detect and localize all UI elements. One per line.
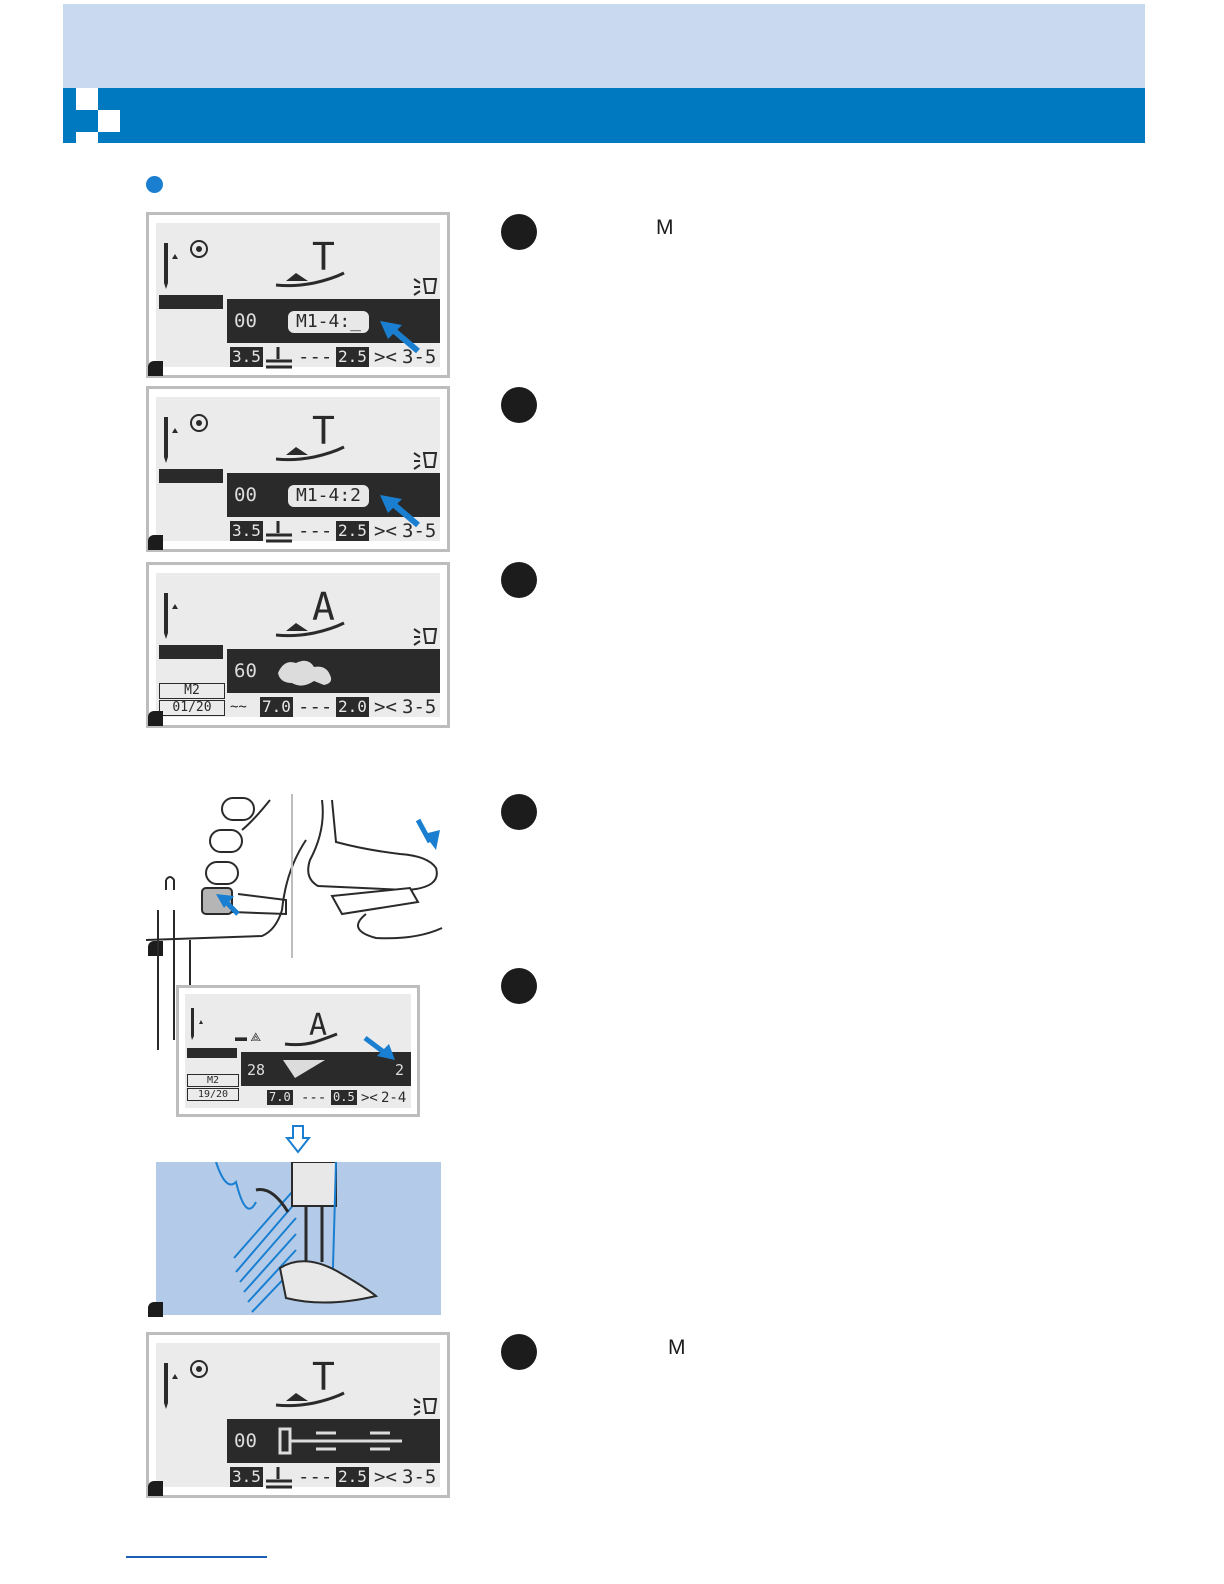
memory-counter: 19/20	[187, 1088, 239, 1101]
footer-link-line	[126, 1556, 267, 1558]
header-band-dark	[63, 88, 1145, 143]
step-marker-7	[501, 1334, 537, 1370]
lcd-screen-7: T 00 3.5 --- 2.5 >< 3-5	[146, 1332, 450, 1498]
figure-marker	[148, 1481, 163, 1496]
stitch-width: 3.5	[232, 521, 261, 540]
stitch-length: 0.5	[333, 1090, 355, 1104]
bobbin-winder-icon	[412, 625, 438, 647]
presser-foot-code: T	[312, 235, 335, 279]
bobbin-winder-icon	[412, 449, 438, 471]
memory-popup: M1-4:_	[286, 309, 371, 335]
pattern-number: 60	[234, 660, 257, 682]
header-band-light	[63, 4, 1145, 88]
step-marker-4	[501, 794, 537, 830]
presser-foot-sewing-icon	[156, 1162, 441, 1315]
straight-stitch-icon	[276, 1423, 406, 1459]
stitch-length: 2.0	[338, 697, 367, 716]
figure-marker	[148, 711, 163, 726]
tension-icon: ><	[374, 520, 397, 542]
presser-foot-icon	[274, 441, 346, 463]
tension-icon: ><	[374, 696, 397, 718]
lcd-screen-5: ▬ ⟁ A 28 2 M2 19/20 7.0 --- 0.5 >< 2-4	[176, 985, 420, 1117]
stitch-bar	[159, 645, 223, 659]
stitch-width: 3.5	[232, 1467, 261, 1486]
pattern-number: 00	[234, 1430, 257, 1452]
memory-counter: 01/20	[159, 700, 225, 716]
pattern-number: 28	[247, 1061, 266, 1079]
stitch-width: 3.5	[232, 347, 261, 366]
step-marker-2	[501, 387, 537, 423]
foot-pressure-icon	[262, 1465, 296, 1489]
thread-tension: 3-5	[402, 696, 437, 718]
arrow-pointer-icon	[378, 493, 422, 529]
lcd-screen-1: T 00 M1-4:_ 3.5 --- 2.5 >< 3-5	[146, 212, 450, 378]
step-marker-1	[501, 214, 537, 250]
needle-up-icon	[185, 994, 209, 1044]
lcd-screen-2: T 00 M1-4:2 3.5 --- 2.5 >< 3-5	[146, 386, 450, 552]
step-1-text: M	[656, 216, 674, 239]
figure-marker	[148, 535, 163, 550]
memory-popup: M1-4:2	[286, 483, 371, 509]
step-marker-5	[501, 968, 537, 1004]
stitch-bar	[159, 469, 223, 483]
arrow-pointer-icon	[361, 1034, 397, 1062]
memory-label: M2	[159, 683, 225, 699]
figure-marker	[148, 361, 163, 376]
stitch-length: 2.5	[338, 347, 367, 366]
lcd-screen-3: A 60 M2 01/20 ~~ 7.0 --- 2.0 >< 3-5	[146, 562, 450, 728]
needle-position-icon	[189, 239, 209, 259]
fabric-illustration	[156, 1162, 441, 1315]
repeat-count: 2	[395, 1061, 405, 1079]
presser-foot-icon	[274, 617, 346, 639]
step-7-text: M	[668, 1336, 686, 1359]
figure-marker	[148, 1302, 163, 1317]
thread-tension: 3-5	[402, 346, 437, 368]
satin-triangle-icon	[281, 1056, 327, 1080]
needle-up-icon	[156, 573, 196, 653]
needle-up-icon	[156, 1343, 196, 1423]
presser-foot-code: A	[312, 585, 335, 629]
mirror-icon: ▬ ⟁	[235, 1030, 262, 1044]
foot-pressure-icon	[262, 519, 296, 543]
presser-foot-code: A	[309, 1008, 328, 1043]
bobbin-winder-icon	[412, 275, 438, 297]
thread-tension: 2-4	[381, 1090, 407, 1106]
stitch-bar	[159, 295, 223, 309]
presser-foot-icon	[283, 1030, 339, 1048]
presser-foot-code: T	[312, 1355, 335, 1399]
step-marker-3	[501, 562, 537, 598]
thread-tension: 3-5	[402, 1466, 437, 1488]
tension-icon: ><	[374, 346, 397, 368]
needle-position-icon	[189, 413, 209, 433]
presser-foot-icon	[274, 267, 346, 289]
bobbin-winder-icon	[412, 1395, 438, 1417]
stitch-width: 7.0	[262, 697, 291, 716]
section-bullet	[146, 176, 163, 193]
needle-position-icon	[189, 1359, 209, 1379]
stitch-length: 2.5	[338, 521, 367, 540]
pattern-number: 00	[234, 310, 257, 332]
foot-pressure-icon	[262, 345, 296, 369]
presser-foot-icon	[274, 1387, 346, 1409]
arrow-pointer-icon	[378, 319, 422, 355]
tension-icon: ><	[374, 1466, 397, 1488]
animal-motif-icon	[274, 653, 340, 691]
presser-foot-code: T	[312, 409, 335, 453]
stitch-bar	[187, 1048, 237, 1058]
thread-tension: 3-5	[402, 520, 437, 542]
pattern-number: 00	[234, 484, 257, 506]
memory-label: M2	[187, 1074, 239, 1087]
stitch-length: 2.5	[338, 1467, 367, 1486]
tension-icon: ><	[361, 1090, 378, 1106]
stitch-width: 7.0	[269, 1090, 291, 1104]
down-arrow-icon	[285, 1124, 311, 1154]
